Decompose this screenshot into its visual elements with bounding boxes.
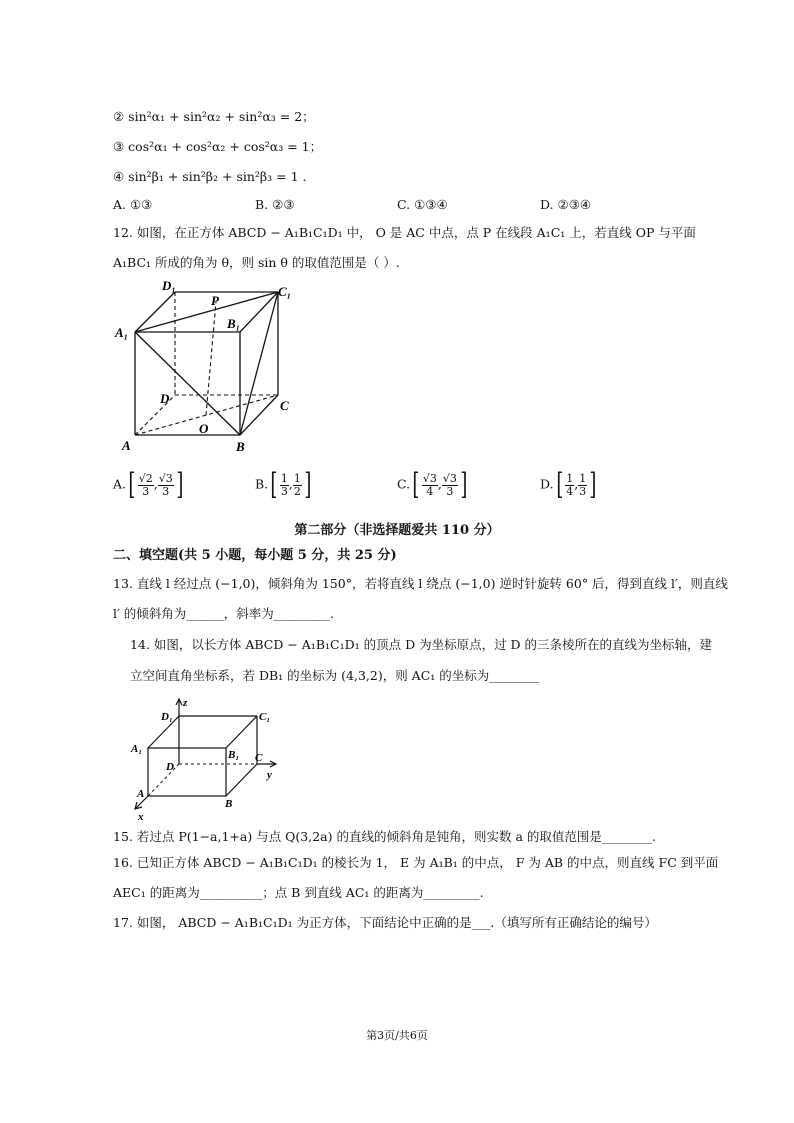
- q11-statement-3: ③ cos²α₁ + cos²α₂ + cos²α₃ = 1；: [113, 139, 323, 154]
- q11-statement-4: ④ sin²β₁ + sin²β₂ + sin²β₃ = 1 .: [113, 169, 307, 184]
- label-a1: A₁: [115, 325, 129, 340]
- q11-option-b: B. ②③: [255, 197, 295, 212]
- q16-line-2: AEC₁ 的距离为__________；点 B 到直线 AC₁ 的距离为_________.: [113, 885, 484, 900]
- label-c: C: [255, 752, 263, 764]
- label-c1: C₁: [278, 284, 292, 299]
- label-d1: D₁: [161, 711, 173, 723]
- label-o: O: [199, 421, 209, 436]
- q16-line-1: 16. 已知正方体 ABCD − A₁B₁C₁D₁ 的棱长为 1， E 为 A₁B₁ 的中点， F 为 AB 的中点，则直线 FC 到平面: [113, 855, 719, 870]
- q12-cube-figure: [110, 280, 310, 460]
- label-z: z: [183, 697, 188, 709]
- label-a: A: [122, 438, 131, 453]
- q12-line-1: 12. 如图，在正方体 ABCD − A₁B₁C₁D₁ 中， O 是 AC 中点，点 P 在线段 A₁C₁ 上，若直线 OP 与平面: [113, 225, 696, 240]
- q14-cuboid-figure: [128, 694, 288, 824]
- page-footer: 第3页/共6页: [366, 1029, 428, 1042]
- label-c1: C₁: [259, 711, 271, 723]
- q11-option-d: D. ②③④: [540, 197, 592, 212]
- q12-line-2: A₁BC₁ 所成的角为 θ，则 sin θ 的取值范围是（ ）.: [113, 255, 400, 270]
- q12-option-d: D.[ $\frac{1}{4}$ , $\frac{1}{3}$ ]: [540, 467, 597, 502]
- q12-option-a: A.[ $\frac{√2}{3}$ , $\frac{√3}{3}$ ]: [113, 467, 184, 502]
- q13-line-1: 13. 直线 l 经过点 (−1,0)，倾斜角为 150°，若将直线 l 绕点 (−1,0) 逆时针旋转 60° 后，得到直线 l′，则直线: [113, 576, 728, 591]
- label-b1: B₁: [227, 316, 241, 331]
- q11-option-c: C. ①③④: [397, 197, 448, 212]
- label-b: B: [225, 798, 233, 810]
- q17-line: 17. 如图， ABCD − A₁B₁C₁D₁ 为正方体，下面结论中正确的是___.（填写所有正确结论的编号）: [113, 915, 657, 930]
- q11-option-a: A. ①③: [113, 197, 153, 212]
- q14-line-2: 立空间直角坐标系，若 DB₁ 的坐标为 (4,3,2)，则 AC₁ 的坐标为________: [130, 668, 540, 683]
- label-c: C: [280, 398, 289, 413]
- q12-option-c: C.[ $\frac{√3}{4}$ , $\frac{√3}{3}$ ]: [397, 467, 468, 502]
- label-d: D: [166, 761, 174, 773]
- part-two-title: 第二部分（非选择题爱共 110 分）: [294, 523, 500, 538]
- q13-line-2: l′ 的倾斜角为______，斜率为_________.: [113, 606, 335, 621]
- q12-option-b: B.[ $\frac{1}{3}$ , $\frac{1}{2}$ ]: [255, 467, 312, 502]
- section-two-title: 二、填空题(共 5 小题，每小题 5 分，共 25 分): [113, 548, 397, 563]
- label-a1: A₁: [131, 743, 143, 755]
- label-b: B: [236, 439, 245, 454]
- q11-statement-2: ② sin²α₁ + sin²α₂ + sin²α₃ = 2；: [113, 109, 315, 124]
- label-d1: D₁: [162, 280, 176, 293]
- label-a: A: [137, 788, 145, 800]
- label-b1: B₁: [228, 749, 240, 761]
- label-x: x: [138, 811, 144, 823]
- q15-line: 15. 若过点 P(1−a,1+a) 与点 Q(3,2a) 的直线的倾斜角是钝角，则实数 a 的取值范围是________.: [113, 829, 656, 844]
- label-y: y: [267, 769, 272, 781]
- label-d: D: [160, 391, 170, 406]
- q14-line-1: 14. 如图，以长方体 ABCD − A₁B₁C₁D₁ 的顶点 D 为坐标原点，过 D 的三条棱所在的直线为坐标轴，建: [130, 637, 713, 652]
- label-p: P: [211, 293, 219, 308]
